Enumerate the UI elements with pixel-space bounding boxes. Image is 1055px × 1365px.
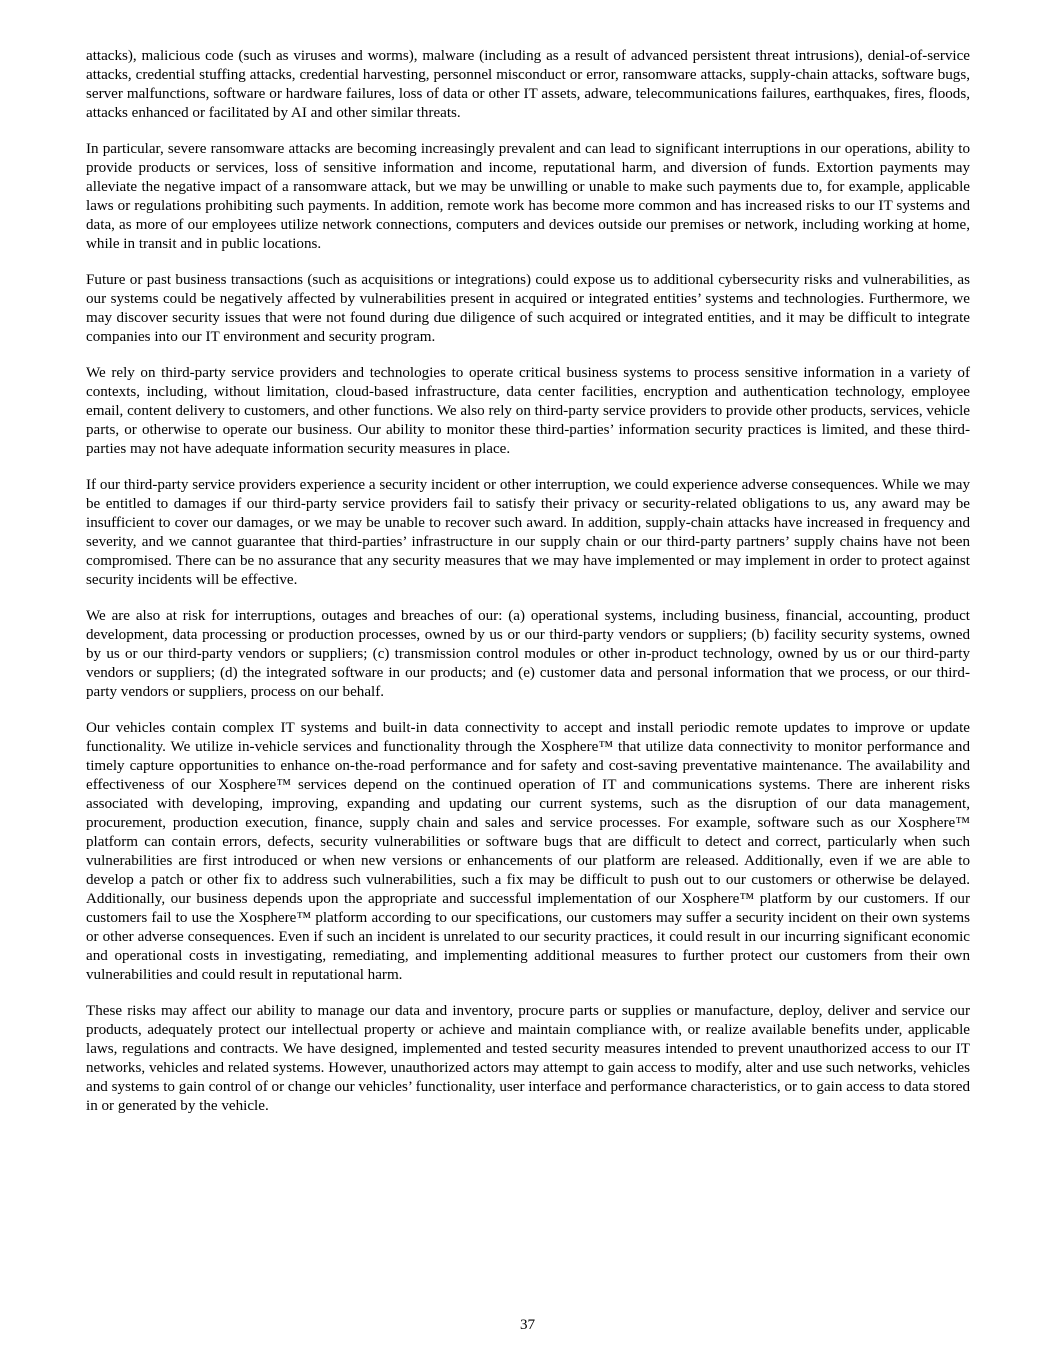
paragraph-operational-risks: These risks may affect our ability to manage our data and inventory, procure parts or supplies or manufacture, deploy, deliver and service our products, adequately protect our intellectual property or achieve and maintain compliance with, or realize available benefits under, applicable laws, regulations and contracts. We have designed, implemented and tested security measures intended to prevent unauthorized access to our IT networks, vehicles and related systems. However, unauthorized actors may attempt to gain access to modify, alter and use such networks, vehicles and systems to gain control of or change our vehicles’ functionality, user interface and performance characteristics, or to gain access to data stored in or generated by the vehicle. [86, 1003, 970, 1114]
document-body [86, 47, 970, 1133]
paragraph-third-party-incidents: If our third-party service providers experience a security incident or other interruption, we could experience adverse consequences. While we may be entitled to damages if our third-party service providers fail to satisfy their privacy or security-related obligations to us, any award may be insufficient to cover our damages, or we may be unable to recover such award. In addition, supply-chain attacks have increased in frequency and severity, and we cannot guarantee that third-parties’ infrastructure in our supply chain or our third-party partners’ supply chains have not been compromised. There can be no assurance that any security measures that we may have implemented or may implement in order to protect against security incidents will be effective. [86, 477, 970, 588]
paragraph-attack-types: attacks), malicious code (such as viruses and worms), malware (including as a result of advanced persistent threat intrusions), denial-of-service attacks, credential stuffing attacks, credential harvesting, personnel misconduct or error, ransomware attacks, supply-chain attacks, software bugs, server malfunctions, software or hardware failures, loss of data or other IT assets, adware, telecommunications failures, earthquakes, fires, floods, attacks enhanced or facilitated by AI and other similar threats. [86, 48, 970, 121]
paragraph-interruptions-outages: We are also at risk for interruptions, outages and breaches of our: (a) operational systems, including business, financial, accounting, product development, data processing or production processes, owned by us or our third-party vendors or suppliers; (b) facility security systems, owned by us or our third-party vendors or suppliers; (c) transmission control modules or other in-product technology, owned by us or our third-party vendors or suppliers; (d) the integrated software in our products; and (e) customer data and personal information that we process, or our third-party vendors or suppliers, process on our behalf. [86, 608, 970, 700]
paragraph-third-party-reliance: We rely on third-party service providers and technologies to operate critical business systems to process sensitive information in a variety of contexts, including, without limitation, cloud-based infrastructure, data center facilities, encryption and authentication technology, employee email, content delivery to customers, and other functions. We also rely on third-party service providers to provide other products, services, vehicle parts, or otherwise to operate our business. Our ability to monitor these third-parties’ information security practices is limited, and these third-parties may not have adequate information security measures in place. [86, 365, 970, 457]
page-number: 37 [519, 1317, 536, 1333]
paragraph-ransomware: In particular, severe ransomware attacks are becoming increasingly prevalent and can lead to significant interruptions in our operations, ability to provide products or services, loss of sensitive information and income, reputational harm, and diversion of funds. Extortion payments may alleviate the negative impact of a ransomware attack, but we may be unwilling or unable to make such payments due to, for example, applicable laws or regulations prohibiting such payments. In addition, remote work has become more common and has increased risks to our IT systems and data, as more of our employees utilize network connections, computers and devices outside our premises or network, including working at home, while in transit and in public locations. [86, 141, 970, 252]
paragraph-business-transactions: Future or past business transactions (such as acquisitions or integrations) could expose us to additional cybersecurity risks and vulnerabilities, as our systems could be negatively affected by vulnerabilities present in acquired or integrated entities’ systems and technologies. Furthermore, we may discover security issues that were not found during due diligence of such acquired or integrated entities, and it may be difficult to integrate companies into our IT environment and security program. [86, 272, 970, 345]
paragraph-vehicle-it-systems: Our vehicles contain complex IT systems and built-in data connectivity to accept and install periodic remote updates to improve or update functionality. We utilize in-vehicle services and functionality through the Xosphere™ that utilize data connectivity to monitor performance and timely capture opportunities to enhance on-the-road performance and for safety and cost-saving preventative maintenance. The availability and effectiveness of our Xosphere™ services depend on the continued operation of IT and communications systems. There are inherent risks associated with developing, improving, expanding and updating our current systems, such as the disruption of our data management, procurement, production execution, finance, supply chain and sales and service processes. For example, software such as our Xosphere™ platform can contain errors, defects, security vulnerabilities or software bugs that are difficult to detect and correct, particularly when such vulnerabilities are first introduced or when new versions or enhancements of our platform are released. Additionally, even if we are able to develop a patch or other fix to address such vulnerabilities, such a fix may be difficult to push out to our customers or otherwise be delayed. Additionally, our business depends upon the appropriate and successful implementation of our Xosphere™ platform by our customers. If our customers fail to use the Xosphere™ platform according to our specifications, our customers may suffer a security incident on their own systems or other adverse consequences. Even if such an incident is unrelated to our security practices, it could result in our incurring significant economic and operational costs in investigating, remediating, and implementing additional measures to further protect our customers from their own vulnerabilities and could result in reputational harm. [86, 720, 970, 983]
